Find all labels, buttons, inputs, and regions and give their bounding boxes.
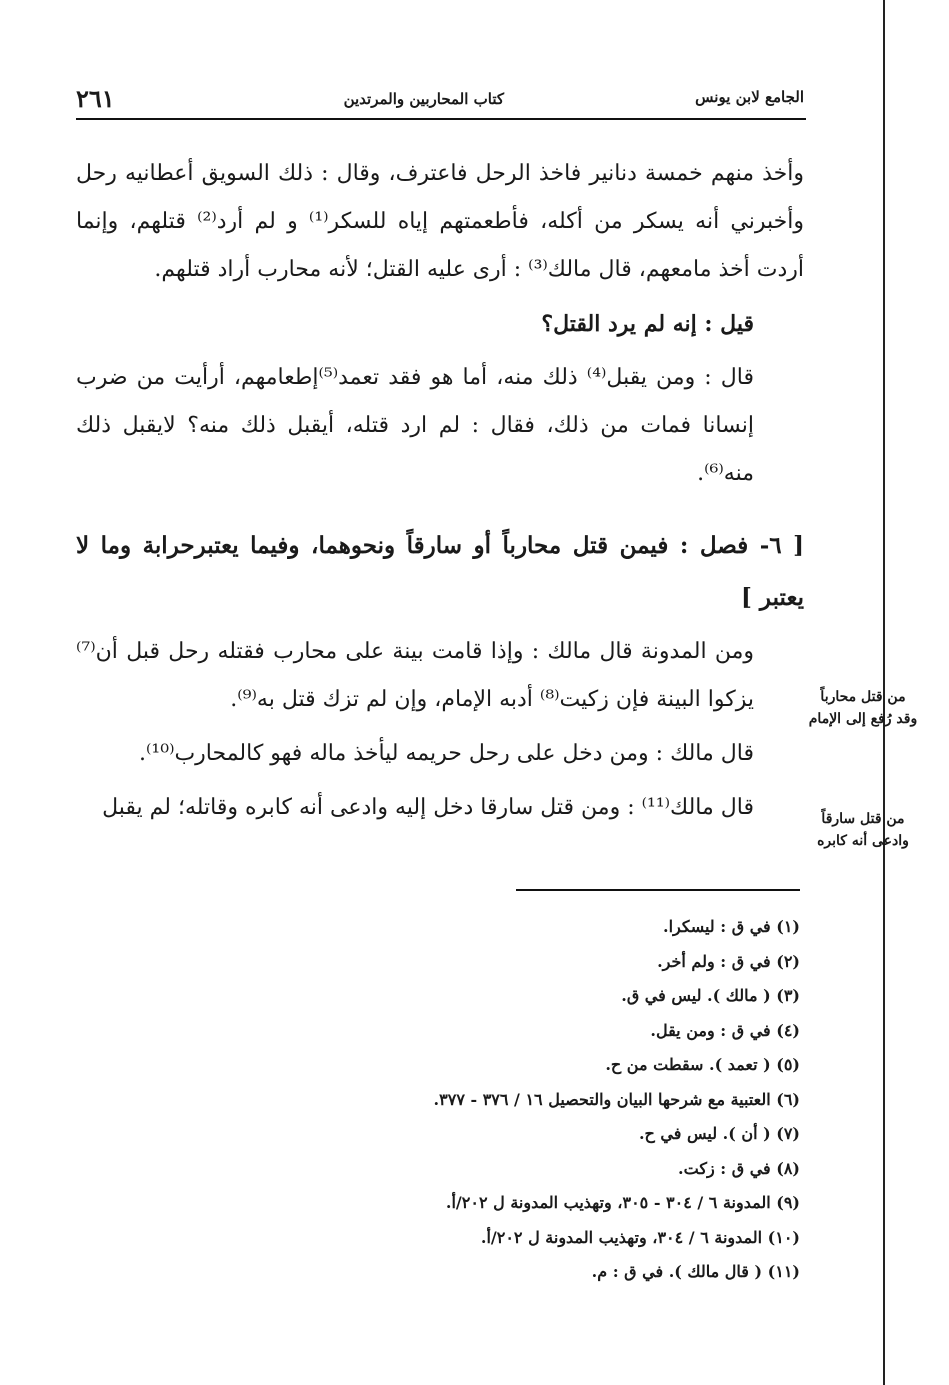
- paragraph-6: قال مالك⁽¹¹⁾ : ومن قتل سارقا دخل إليه وادعى أنه كابره وقاتله؛ لم يقبل: [102, 795, 754, 820]
- footnote-1: (١) في ق : ليسكرا.: [663, 917, 800, 936]
- paragraph-2: قيل : إنه لم يرد القتل؟: [541, 311, 754, 337]
- paragraph-3: قال : ومن يقبل⁽⁴⁾ ذلك منه، أما هو فقد تعمد⁽⁵⁾إطعامهم، أرأيت من ضرب إنسانا فمات من ذلك، فقال : لم ارد قتله، أيقبل ذلك منه؟ لايقبل ذلك منه⁽⁶⁾.: [76, 365, 754, 486]
- running-header: [76, 84, 804, 116]
- margin-note-2: من قتل سارقاً وادعى أنه كابره: [817, 811, 909, 849]
- footnote-11: (١١) ( قال مالك ). في ق : م.: [591, 1262, 800, 1281]
- page-number: ٢٦١: [76, 84, 115, 113]
- footnote-9: (٩) المدونة ٦ / ٣٠٤ - ٣٠٥، وتهذيب المدونة ل ٢٠٢/أ.: [445, 1193, 800, 1212]
- book-title: الجامع لابن يونس: [695, 88, 804, 106]
- footnote-10: (١٠) المدونة ٦ / ٣٠٤، وتهذيب المدونة ل ٢٠٢/أ.: [480, 1227, 800, 1247]
- footnote-4: (٤) في ق : ومن يقل.: [650, 1020, 800, 1040]
- footnote-3: (٣) ( مالك ). ليس في ق.: [621, 986, 800, 1005]
- paragraph-4: ومن المدونة قال مالك : وإذا قامت بينة على محارب فقتله رحل قبل أن⁽⁷⁾ يزكوا البينة فإن زكيت⁽⁸⁾ أدبه الإمام، وإن لم تزك قتل به⁽⁹⁾.: [76, 639, 754, 712]
- footnote-rule: [516, 889, 800, 891]
- footnote-8: (٨) في ق : زكت.: [678, 1158, 800, 1178]
- section-heading: [ ٦- فصل : فيمن قتل محارباً أو سارقاً ونحوهما، وفيما يعتبرحرابة وما لا يعتبر ]: [76, 532, 804, 611]
- footnote-5: (٥) ( تعمد ). سقطت من ح.: [605, 1055, 800, 1074]
- paragraph-5: قال مالك : ومن دخل على رحل حريمه ليأخذ ماله فهو كالمحارب⁽¹⁰⁾.: [139, 741, 754, 766]
- chapter-title: كتاب المحاربين والمرتدين: [343, 90, 504, 108]
- paragraph-1: وأخذ منهم خمسة دنانير فاخذ الرحل فاعترف، وقال : ذلك السويق أعطانيه رحل وأخبرني أنه يسكر من أكله، فأطعمتهم إياه للسكر⁽¹⁾ و لم أرد⁽²⁾ قتلهم، وإنما أردت أخذ مامعهم، قال مالك⁽³⁾ : أرى عليه القتل؛ لأنه محارب أراد قتلهم.: [76, 161, 804, 282]
- margin-note-1: من قتل محارباً وقد رُفع إلى الإمام: [808, 689, 918, 727]
- footnote-7: (٧) ( أن ). ليس في ح.: [638, 1124, 800, 1143]
- header-rule: [76, 118, 806, 120]
- main-text: [76, 150, 804, 838]
- footnote-6: (٦) العتبية مع شرحها البيان والتحصيل ١٦ / ٣٧٦ - ٣٧٧.: [433, 1089, 800, 1109]
- footnote-2: (٢) في ق : ولم أخر.: [657, 951, 800, 971]
- footnotes: [300, 910, 800, 1290]
